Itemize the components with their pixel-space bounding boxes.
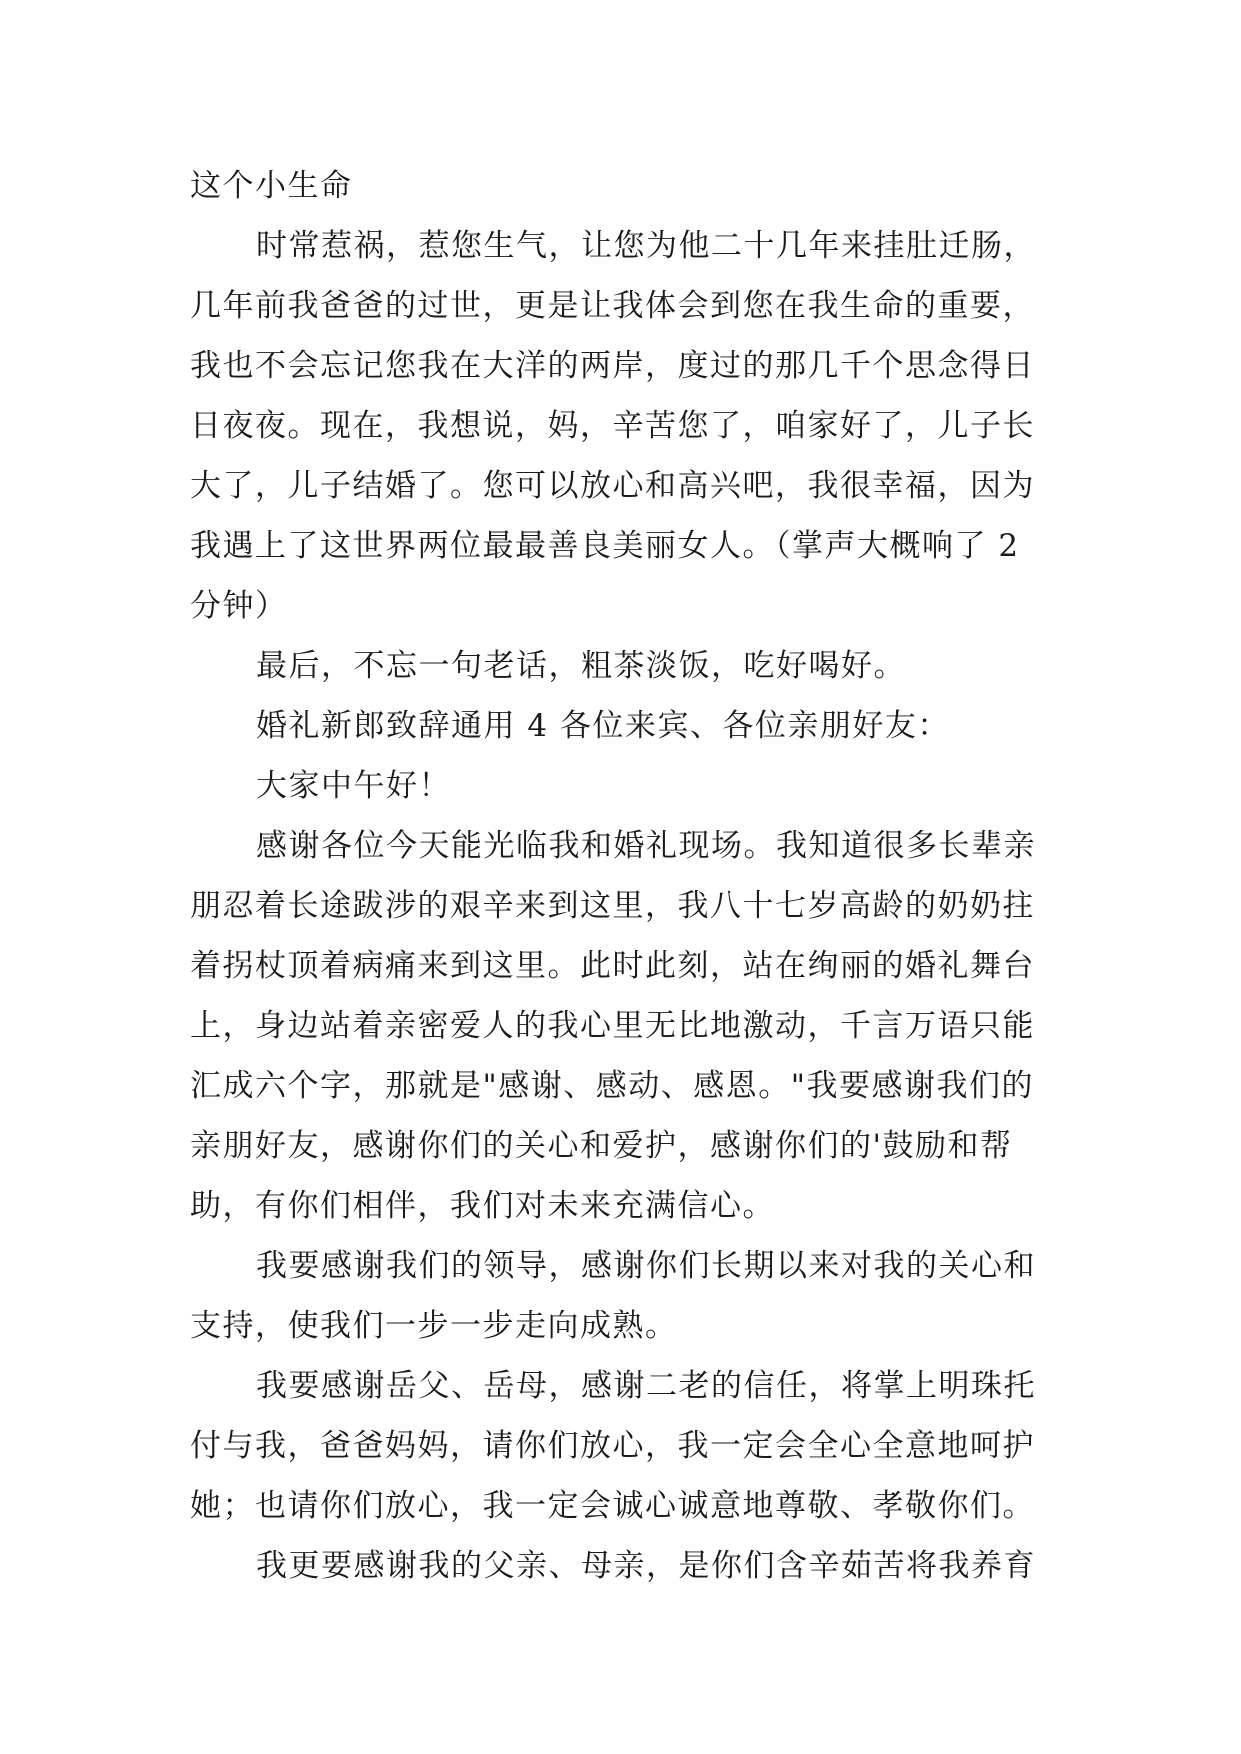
text-line: 我也不会忘记您我在大洋的两岸，度过的那几千个思念得日	[190, 348, 1035, 384]
text-line: 我要感谢岳父、岳母，感谢二老的信任，将掌上明珠托	[256, 1368, 1036, 1404]
text-line: 支持，使我们一步一步走向成熟。	[190, 1308, 678, 1344]
text-line: 这个小生命	[190, 168, 353, 204]
text-line: 我遇上了这世界两位最最善良美丽女人。（掌声大概响了 2	[190, 528, 1020, 564]
text-line: 我要感谢我们的领导，感谢你们长期以来对我的关心和	[256, 1248, 1036, 1284]
text-line: 最后，不忘一句老话，粗茶淡饭，吃好喝好。	[256, 648, 906, 684]
text-line: 婚礼新郎致辞通用 4 各位来宾、各位亲朋好友：	[256, 708, 950, 744]
text-line: 朋忍着长途跋涉的艰辛来到这里，我八十七岁高龄的奶奶拄	[190, 888, 1035, 924]
text-line: 付与我，爸爸妈妈，请你们放心，我一定会全心全意地呵护	[190, 1428, 1035, 1464]
document-body	[190, 156, 1080, 1596]
text-line: 大了，儿子结婚了。您可以放心和高兴吧，我很幸福，因为	[190, 468, 1035, 504]
text-line: 上，身边站着亲密爱人的我心里无比地激动，千言万语只能	[190, 1008, 1035, 1044]
text-line: 着拐杖顶着病痛来到这里。此时此刻，站在绚丽的婚礼舞台	[190, 948, 1035, 984]
text-line: 助，有你们相伴，我们对未来充满信心。	[190, 1188, 775, 1224]
text-line: 感谢各位今天能光临我和婚礼现场。我知道很多长辈亲	[256, 828, 1036, 864]
text-line: 我更要感谢我的父亲、母亲，是你们含辛茹苦将我养育	[256, 1548, 1036, 1584]
text-line: 日夜夜。现在，我想说，妈，辛苦您了，咱家好了，儿子长	[190, 408, 1035, 444]
text-line: 她；也请你们放心，我一定会诚心诚意地尊敬、孝敬你们。	[190, 1488, 1035, 1524]
text-line: 时常惹祸，惹您生气，让您为他二十几年来挂肚迁肠，	[256, 228, 1036, 264]
text-line: 亲朋好友，感谢你们的关心和爱护，感谢你们的'鼓励和帮	[190, 1128, 1013, 1164]
text-line: 大家中午好！	[256, 768, 451, 804]
text-line: 分钟）	[190, 588, 288, 624]
text-line: 汇成六个字，那就是"感谢、感动、感恩。"我要感谢我们的	[190, 1068, 1035, 1104]
text-line: 几年前我爸爸的过世，更是让我体会到您在我生命的重要，	[190, 288, 1035, 324]
